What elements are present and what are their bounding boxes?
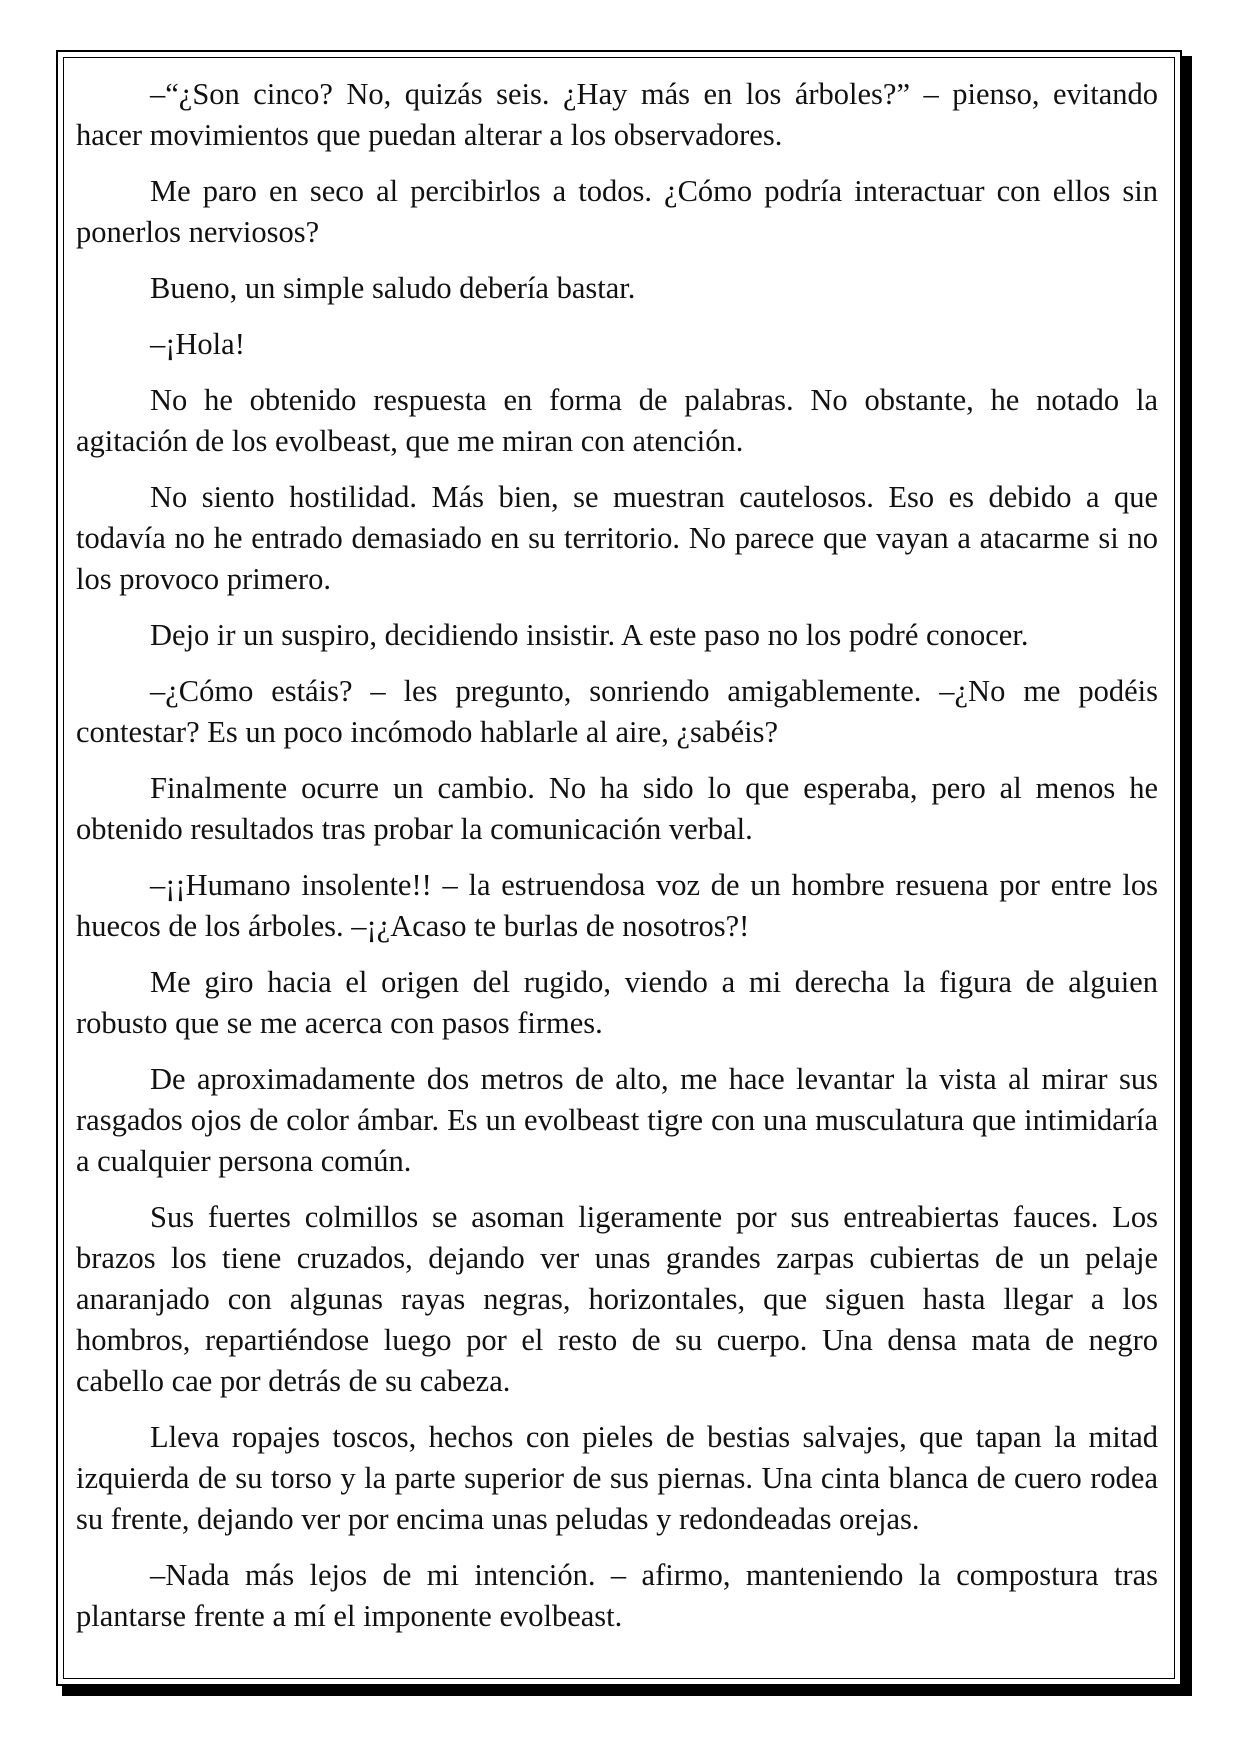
paragraph: No he obtenido respuesta en forma de palabras. No obstante, he notado la agitación de los evolbeast, que me miran con atención.: [76, 383, 1158, 458]
paragraph: –¡¡Humano insolente!! – la estruendosa voz de un hombre resuena por entre los huecos de los árboles. –¡¿Acaso te burlas de nosotros?!: [76, 868, 1158, 943]
paragraph: No siento hostilidad. Más bien, se muestran cautelosos. Eso es debido a que todavía no he entrado demasiado en su territorio. No parece que vayan a atacarme si no los provoco primero.: [76, 480, 1158, 596]
document-body: [76, 74, 1158, 1652]
paragraph: Me giro hacia el origen del rugido, viendo a mi derecha la figura de alguien robusto que se me acerca con pasos firmes.: [76, 965, 1158, 1040]
paragraph: Me paro en seco al percibirlos a todos. ¿Cómo podría interactuar con ellos sin ponerlos nerviosos?: [76, 174, 1158, 249]
paragraph: De aproximadamente dos metros de alto, me hace levantar la vista al mirar sus rasgados ojos de color ámbar. Es un evolbeast tigre con una musculatura que intimidaría a cualquier persona común.: [76, 1062, 1158, 1178]
paragraph: Bueno, un simple saludo debería bastar.: [150, 271, 636, 305]
paragraph: –¿Cómo estáis? – les pregunto, sonriendo amigablemente. –¿No me podéis contestar? Es un poco incómodo hablarle al aire, ¿sabéis?: [76, 674, 1158, 749]
page-frame: [56, 50, 1182, 1686]
paragraph: –“¿Son cinco? No, quizás seis. ¿Hay más en los árboles?” – pienso, evitando hacer movimientos que puedan alterar a los observadores.: [76, 77, 1158, 152]
paragraph: –¡Hola!: [150, 327, 245, 361]
paragraph: Lleva ropajes toscos, hechos con pieles de bestias salvajes, que tapan la mitad izquierda de su torso y la parte superior de sus piernas. Una cinta blanca de cuero rodea su frente, dejando ver por encima unas peludas y redondeadas orejas.: [76, 1420, 1158, 1536]
paragraph: Dejo ir un suspiro, decidiendo insistir. A este paso no los podré conocer.: [150, 618, 1029, 652]
paragraph: Finalmente ocurre un cambio. No ha sido lo que esperaba, pero al menos he obtenido resultados tras probar la comunicación verbal.: [76, 771, 1158, 846]
paragraph: Sus fuertes colmillos se asoman ligeramente por sus entreabiertas fauces. Los brazos los tiene cruzados, dejando ver unas grandes zarpas cubiertas de un pelaje anaranjado con algunas rayas negras, horizontales, que siguen hasta llegar a los hombros, repartiéndose luego por el resto de su cuerpo. Una densa mata de negro cabello cae por detrás de su cabeza.: [76, 1200, 1158, 1398]
paragraph: –Nada más lejos de mi intención. – afirmo, manteniendo la compostura tras plantarse frente a mí el imponente evolbeast.: [76, 1558, 1158, 1633]
